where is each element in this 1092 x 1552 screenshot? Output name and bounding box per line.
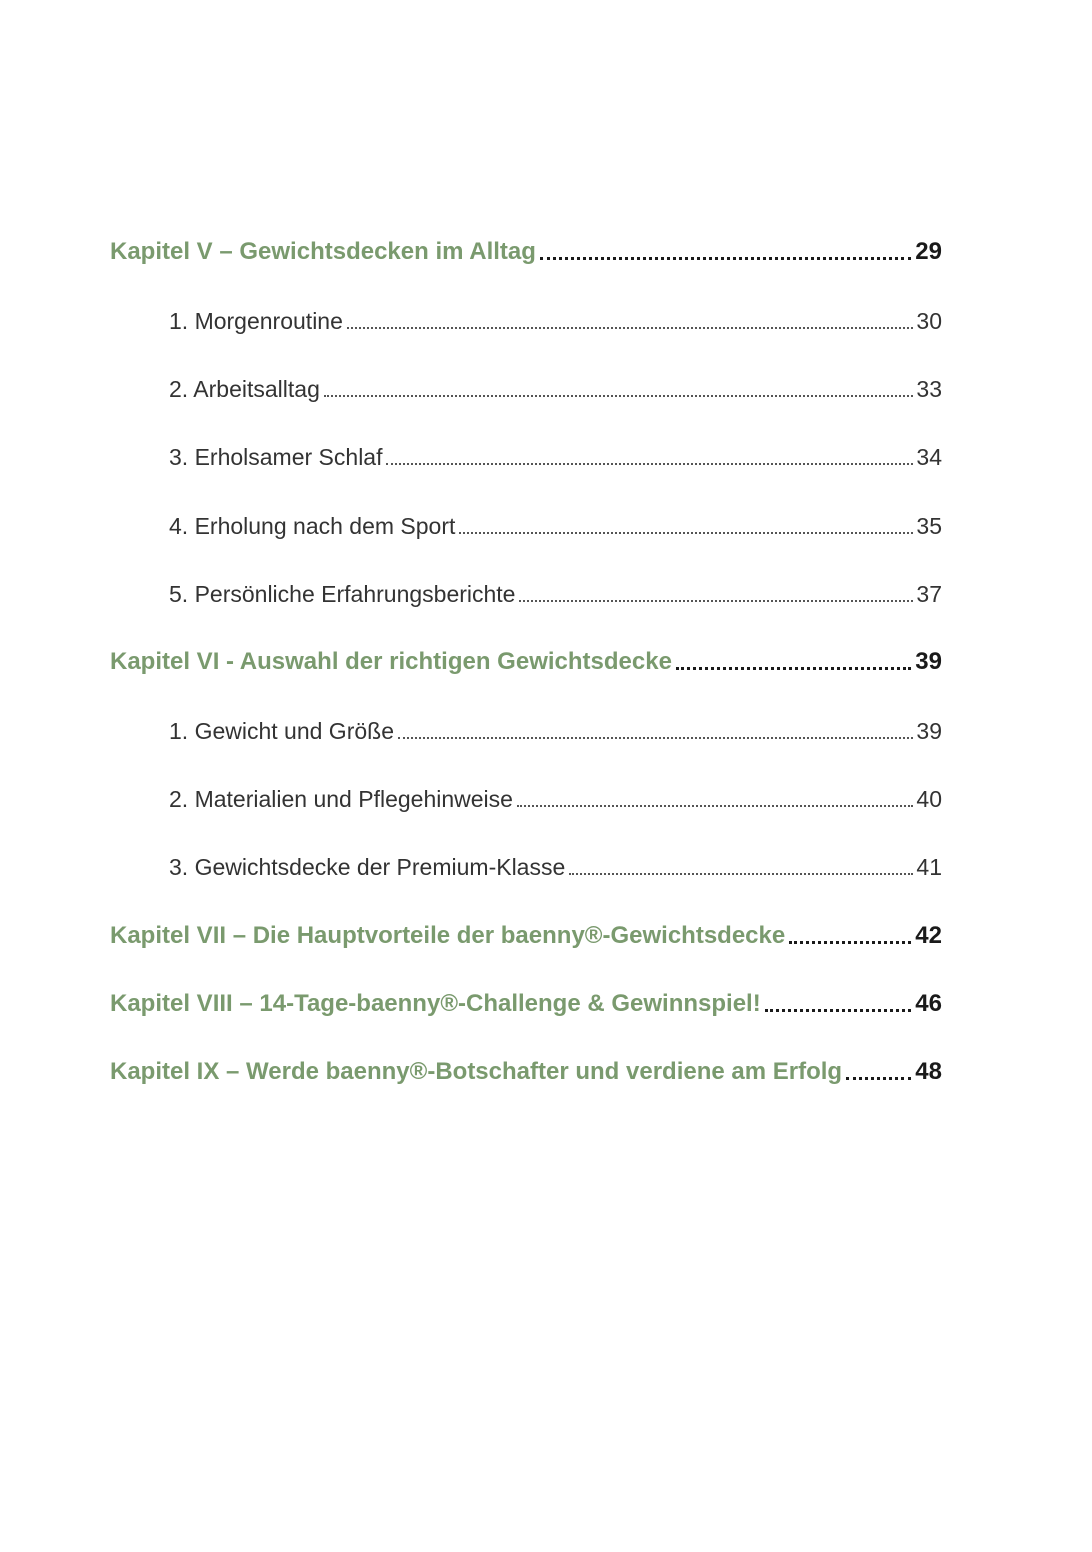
toc-section-title: 5. Persönliche Erfahrungsberichte: [169, 581, 516, 607]
toc-section-title: 3. Gewichtsdecke der Premium-Klasse: [169, 854, 566, 880]
toc-page-number: 33: [916, 376, 942, 402]
toc-section-title: 2. Materialien und Pflegehinweise: [169, 786, 513, 812]
toc-chapter-title: Kapitel V – Gewichtsdecken im Alltag: [110, 238, 536, 265]
toc-section-title: 1. Gewicht und Größe: [169, 718, 394, 744]
toc-section-title: 1. Morgenroutine: [169, 308, 343, 334]
toc-section-entry[interactable]: [169, 715, 942, 747]
toc-page-number: 41: [916, 854, 942, 880]
dot-leader: [394, 715, 915, 747]
toc-chapter-entry[interactable]: [110, 236, 942, 268]
toc-section-title: 2. Arbeitsalltag: [169, 376, 320, 402]
dot-leader: [515, 578, 915, 610]
toc-chapter-entry[interactable]: [110, 988, 942, 1020]
toc-chapter-title: Kapitel VI - Auswahl der richtigen Gewichtsdecke: [110, 648, 672, 675]
toc-chapter-entry[interactable]: [110, 646, 942, 678]
dot-leader: [536, 236, 913, 268]
toc-page-number: 46: [915, 990, 942, 1017]
toc-section-entry[interactable]: [169, 441, 942, 473]
dot-leader: [382, 441, 915, 473]
toc-section-entry[interactable]: [169, 578, 942, 610]
toc-page-number: 37: [916, 581, 942, 607]
toc-section-entry[interactable]: [169, 851, 942, 883]
dot-leader: [672, 646, 913, 678]
toc-page-number: 34: [916, 444, 942, 470]
toc-page-number: 39: [916, 718, 942, 744]
dot-leader: [565, 851, 915, 883]
toc-page-number: 29: [915, 238, 942, 265]
dot-leader: [455, 510, 915, 542]
toc-page-number: 42: [915, 922, 942, 949]
toc-page-number: 30: [916, 308, 942, 334]
dot-leader: [320, 373, 916, 405]
toc-section-title: 3. Erholsamer Schlaf: [169, 444, 383, 470]
toc-page-number: 40: [916, 786, 942, 812]
toc-section-entry[interactable]: [169, 373, 942, 405]
dot-leader: [842, 1056, 913, 1088]
toc-chapter-entry[interactable]: [110, 920, 942, 952]
toc-section-entry[interactable]: [169, 305, 942, 337]
toc-chapter-title: Kapitel IX – Werde baenny®-Botschafter und verdiene am Erfolg: [110, 1058, 843, 1085]
toc-page-number: 39: [915, 648, 942, 675]
dot-leader: [761, 988, 914, 1020]
dot-leader: [343, 305, 916, 337]
toc-section-entry[interactable]: [169, 510, 942, 542]
toc-section-entry[interactable]: [169, 783, 942, 815]
dot-leader: [785, 920, 913, 952]
toc-page-number: 35: [916, 513, 942, 539]
toc-chapter-title: Kapitel VIII – 14-Tage-baenny®-Challenge & Gewinnspiel!: [110, 990, 761, 1017]
toc-page-number: 48: [915, 1058, 942, 1085]
dot-leader: [513, 783, 915, 815]
toc-section-title: 4. Erholung nach dem Sport: [169, 513, 456, 539]
toc-chapter-title: Kapitel VII – Die Hauptvorteile der baenny®-Gewichtsdecke: [110, 922, 786, 949]
toc-chapter-entry[interactable]: [110, 1056, 942, 1088]
